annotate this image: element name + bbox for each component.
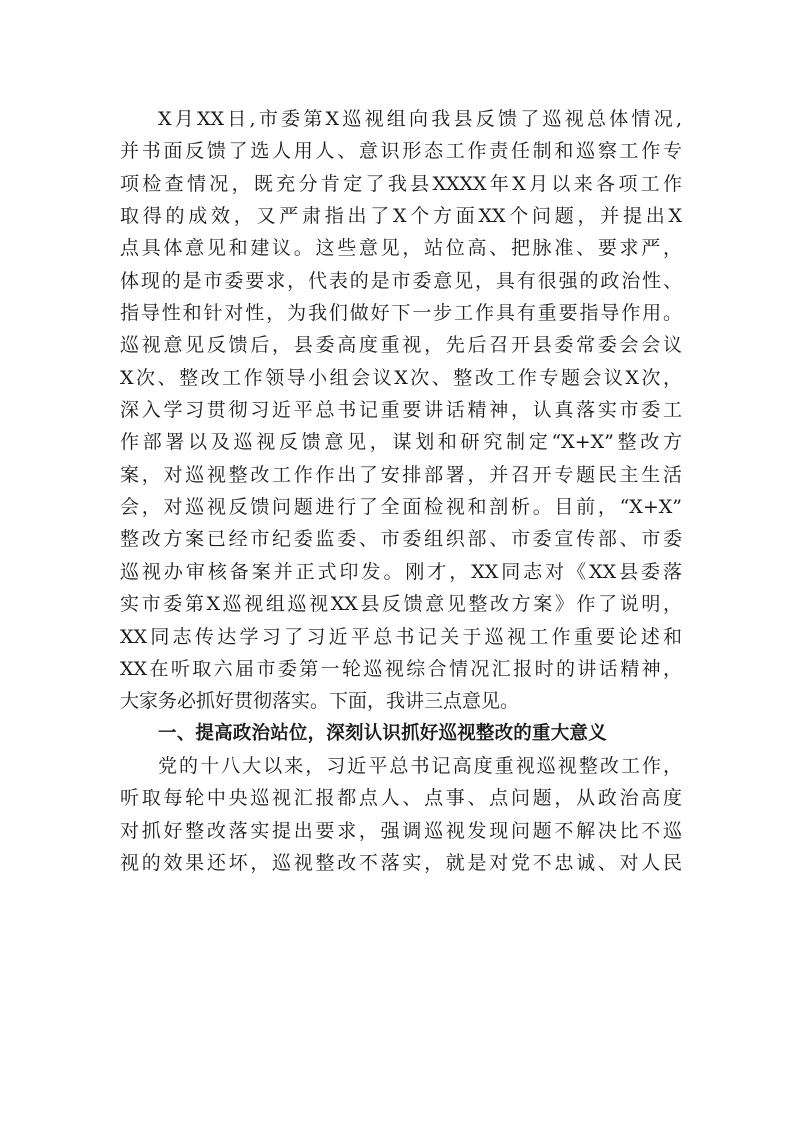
- text-line: 听取每轮中央巡视汇报都点人、点事、点问题，从政治高度: [120, 787, 682, 810]
- text-line: 并书面反馈了选人用人、意识形态工作责任制和巡察工作专: [120, 140, 682, 163]
- text-line: X月XX日,市委第X巡视组向我县反馈了巡视总体情况,: [158, 108, 682, 130]
- text-line: 对抓好整改落实提出要求，强调巡视发现问题不解决比不巡: [120, 819, 682, 842]
- text-line: XX在听取六届市委第一轮巡视综合情况汇报时的讲话精神，: [120, 657, 682, 680]
- text-line: 体现的是市委要求，代表的是市委意见，具有很强的政治性、: [120, 269, 682, 292]
- text-line: 项检查情况，既充分肯定了我县XXXX年X月以来各项工作: [120, 172, 682, 195]
- text-line: 会，对巡视反馈问题进行了全面检视和剖析。目前，“X+X”: [120, 496, 682, 519]
- text-line: 点具体意见和建议。这些意见，站位高、把脉准、要求严，: [120, 237, 682, 260]
- text-line: 作部署以及巡视反馈意见，谋划和研究制定“X+X”整改方: [120, 431, 682, 454]
- text-line: 视的效果还坏，巡视整改不落实，就是对党不忠诚、对人民: [120, 851, 682, 874]
- text-line: 整改方案已经市纪委监委、市委组织部、市委宣传部、市委: [120, 528, 682, 551]
- text-line: X次、整改工作领导小组会议X次、整改工作专题会议X次，: [120, 366, 682, 389]
- section-heading: 一、提高政治站位，深刻认识抓好巡视整改的重大意义: [158, 722, 607, 744]
- text-line: 大家务必抓好贯彻落实。下面，我讲三点意见。: [120, 690, 520, 713]
- text-line: 党的十八大以来，习近平总书记高度重视巡视整改工作，: [158, 754, 682, 777]
- text-line: 指导性和针对性，为我们做好下一步工作具有重要指导作用。: [120, 302, 682, 325]
- text-line: 取得的成效，又严肃指出了X个方面XX个问题，并提出X: [120, 205, 682, 228]
- text-line: 案，对巡视整改工作作出了安排部署，并召开专题民主生活: [120, 463, 682, 486]
- document-body: [120, 103, 682, 879]
- text-line: 巡视办审核备案并正式印发。刚才，XX同志对《XX县委落: [120, 560, 682, 583]
- text-line: XX同志传达学习了习近平总书记关于巡视工作重要论述和: [120, 625, 682, 648]
- text-line: 巡视意见反馈后，县委高度重视，先后召开县委常委会会议: [120, 334, 682, 357]
- text-line: 深入学习贯彻习近平总书记重要讲话精神，认真落实市委工: [120, 399, 682, 422]
- text-line: 实市委第X巡视组巡视XX县反馈意见整改方案》作了说明，: [120, 593, 682, 616]
